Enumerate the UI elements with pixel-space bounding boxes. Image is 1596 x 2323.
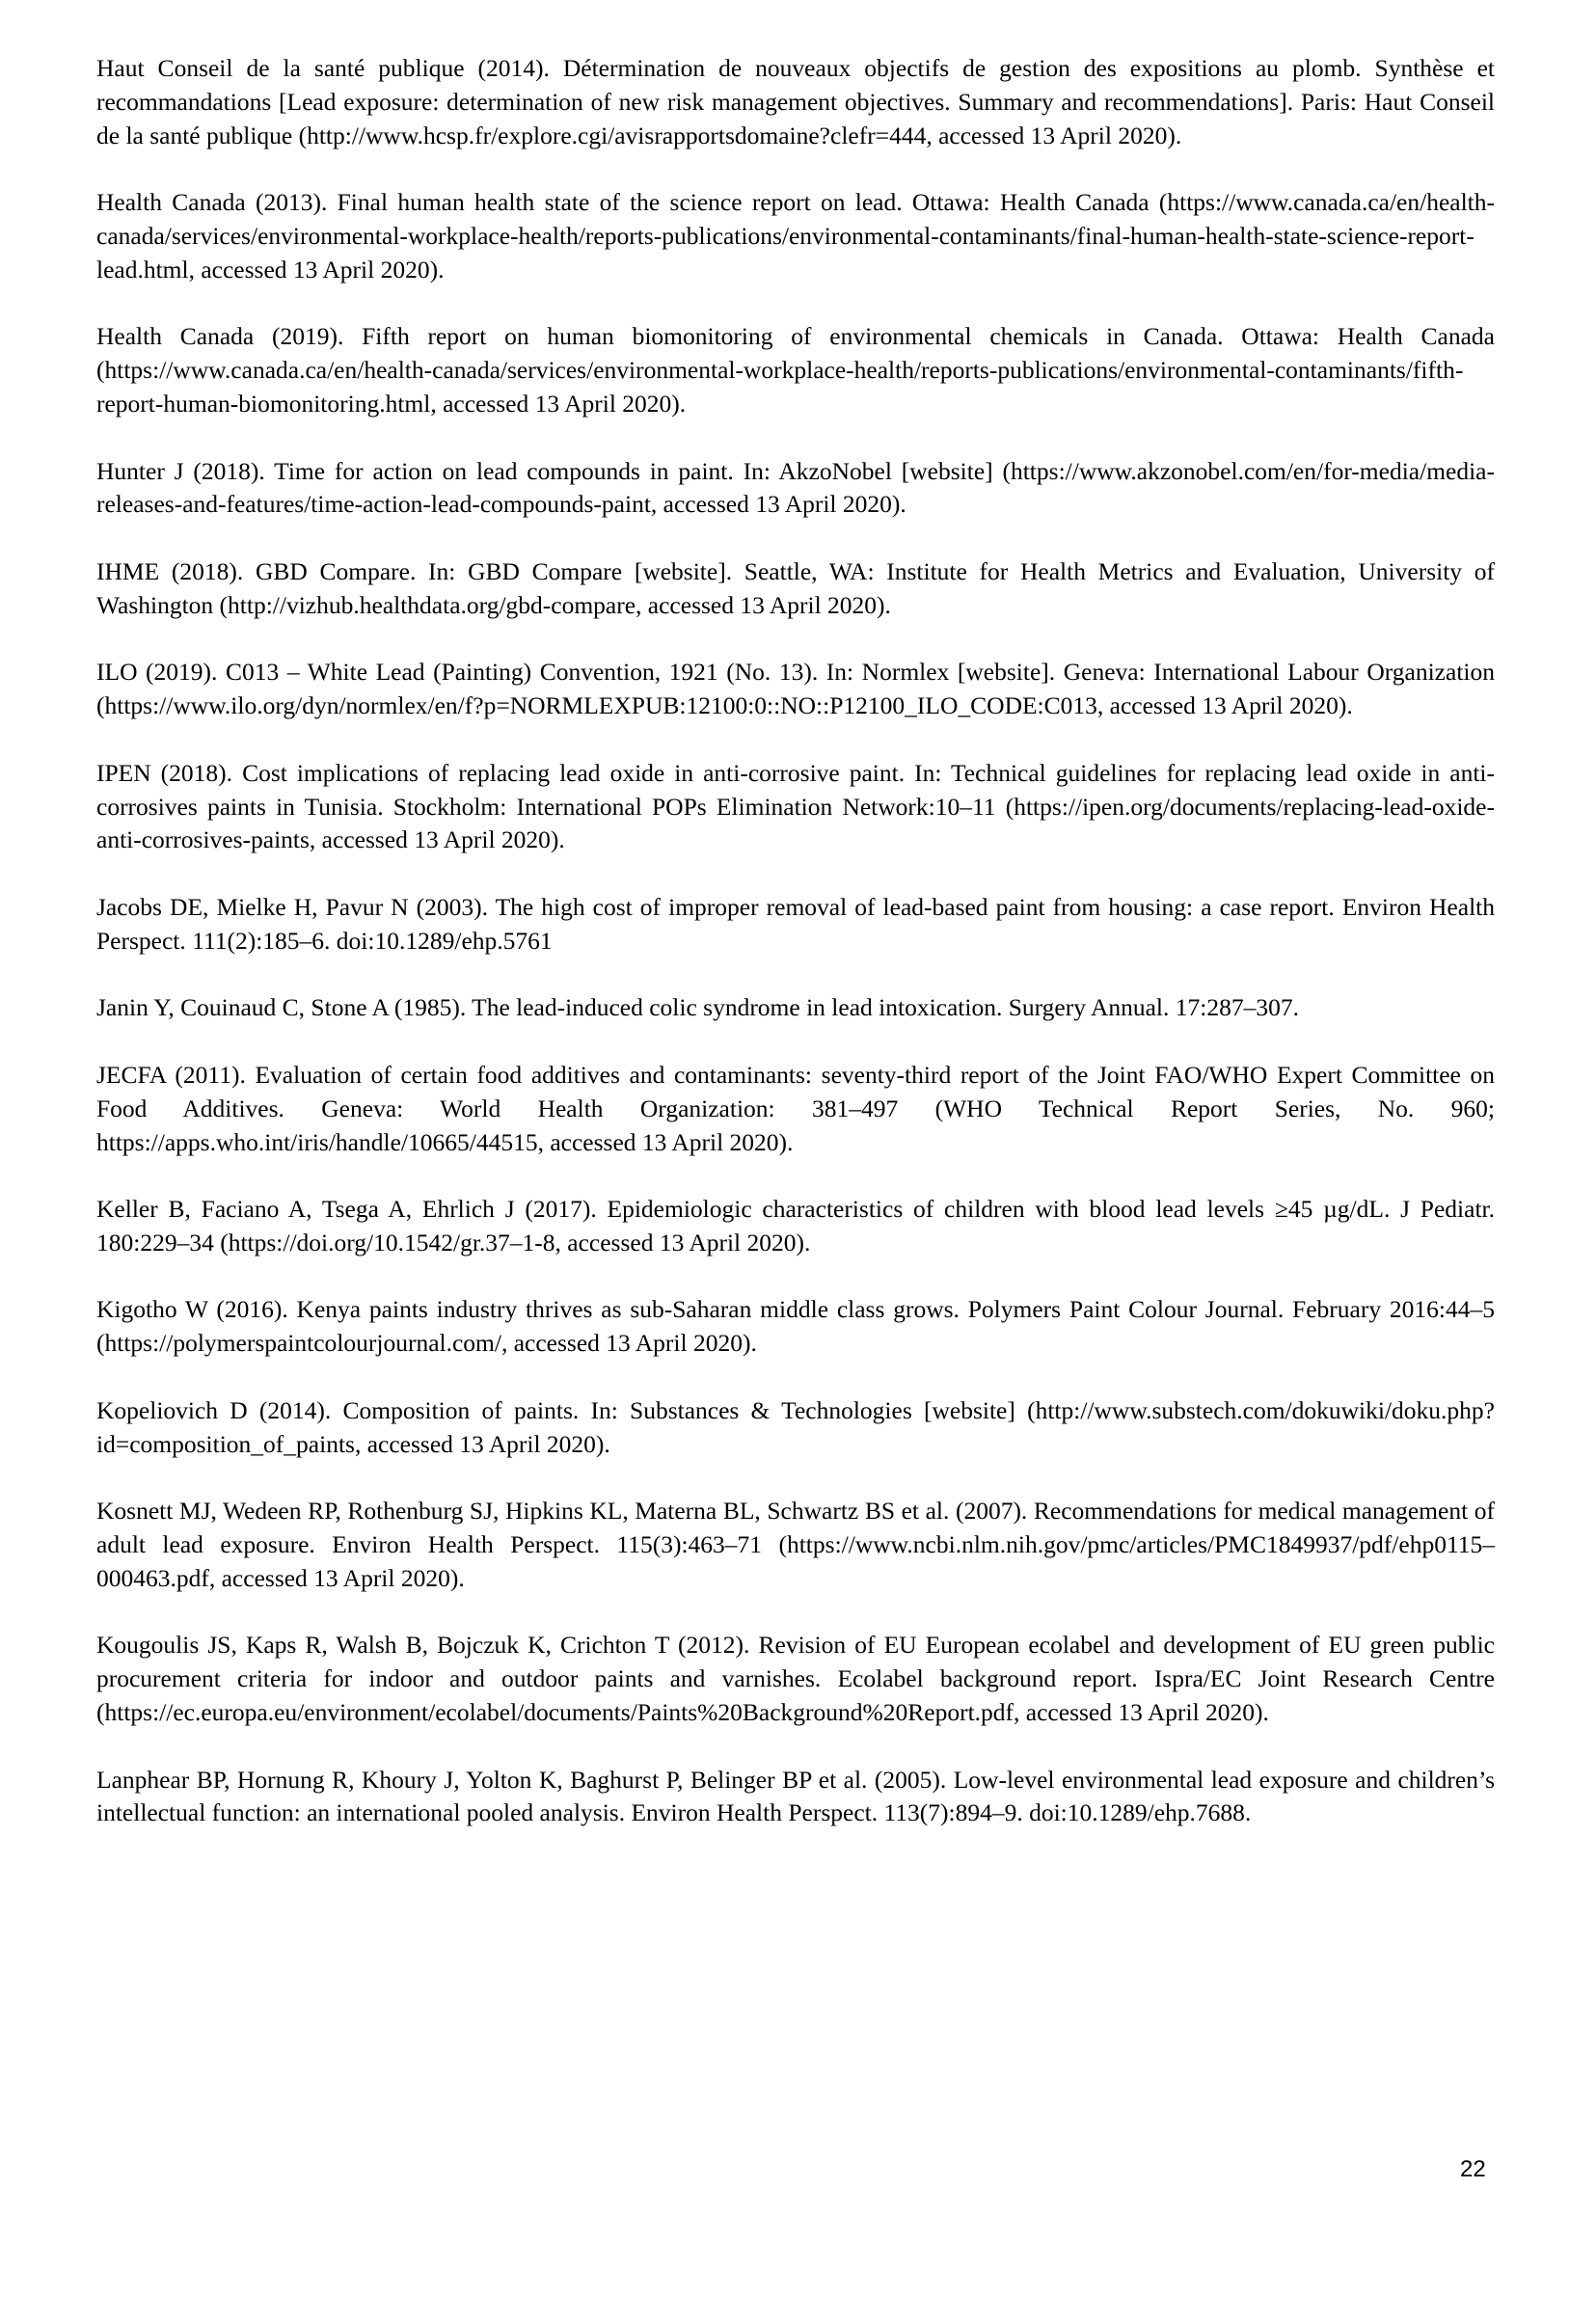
reference-entry: Jacobs DE, Mielke H, Pavur N (2003). The high cost of improper removal of lead-based paint from housing: a case report. Environ Health Perspect. 111(2):185–6. doi:10.1289/ehp.5761 [96, 892, 1495, 955]
reference-entry: Kougoulis JS, Kaps R, Walsh B, Bojczuk K, Crichton T (2012). Revision of EU European ecolabel and development of EU green public procurement criteria for indoor and outdoor paints and varnishes. Ecolabel background report. Ispra/EC Joint Research Centre (https://ec.europa.eu/environment/ecolabel/documents/Paints%20Background%20Report.pdf, accessed 13 April 2020). [96, 1631, 1495, 1727]
reference-entry: Lanphear BP, Hornung R, Khoury J, Yolton K, Baghurst P, Belinger BP et al. (2005). Low-level environmental lead exposure and children’s intellectual function: an international pooled analysis. Environ Health Perspect. 113(7):894–9. doi:10.1289/ehp.7688. [96, 1765, 1495, 1827]
reference-list [96, 52, 1495, 1864]
reference-entry: Health Canada (2019). Fifth report on human biomonitoring of environmental chemicals in Canada. Ottawa: Health Canada (https://www.canada.ca/en/health-canada/services/environmental-workplace-health/reports-publications/environmental-contaminants/fifth-report-human-biomonitoring.html, accessed 13 April 2020). [96, 322, 1495, 418]
reference-entry: ILO (2019). C013 – White Lead (Painting) Convention, 1921 (No. 13). In: Normlex [website]. Geneva: International Labour Organization (https://www.ilo.org/dyn/normlex/en/f?p=NORMLEXPUB:12100:0::NO::P12100_ILO_CODE:C013, accessed 13 April 2020). [96, 658, 1495, 720]
reference-entry: Health Canada (2013). Final human health state of the science report on lead. Ottawa: Health Canada (https://www.canada.ca/en/health-canada/services/environmental-workplace-health/reports-publications/environmental-contaminants/final-human-health-state-science-report-lead.html, accessed 13 April 2020). [96, 188, 1495, 284]
reference-entry: Kigotho W (2016). Kenya paints industry thrives as sub-Saharan middle class grows. Polymers Paint Colour Journal. February 2016:44–5 (https://polymerspaintcolourjournal.com/, accessed 13 April 2020). [96, 1295, 1495, 1358]
reference-entry: Keller B, Faciano A, Tsega A, Ehrlich J (2017). Epidemiologic characteristics of children with blood lead levels ≥45 µg/dL. J Pediatr. 180:229–34 (https://doi.org/10.1542/gr.37–1-8, accessed 13 April 2020). [96, 1195, 1495, 1256]
reference-entry: JECFA (2011). Evaluation of certain food additives and contaminants: seventy-third report of the Joint FAO/WHO Expert Committee on Food Additives. Geneva: World Health Organization: 381–497 (WHO Technical Report Series, No. 960; https://apps.who.int/iris/handle/10665/44515, accessed 13 April 2020). [96, 1060, 1495, 1156]
reference-entry: IHME (2018). GBD Compare. In: GBD Compare [website]. Seattle, WA: Institute for Health Metrics and Evaluation, University of Washington (http://vizhub.healthdata.org/gbd-compare, accessed 13 April 2020). [96, 556, 1495, 619]
reference-entry: Kosnett MJ, Wedeen RP, Rothenburg SJ, Hipkins KL, Materna BL, Schwartz BS et al. (2007). Recommendations for medical management of adult lead exposure. Environ Health Perspect. 115(3):463–71 (https://www.ncbi.nlm.nih.gov/pmc/articles/PMC1849937/pdf/ehp0115–000463.pdf, accessed 13 April 2020). [96, 1497, 1495, 1592]
reference-entry: Janin Y, Couinaud C, Stone A (1985). The lead-induced colic syndrome in lead intoxication. Surgery Annual. 17:287–307. [96, 993, 1299, 1022]
reference-entry: Hunter J (2018). Time for action on lead compounds in paint. In: AkzoNobel [website] (https://www.akzonobel.com/en/for-media/media-releases-and-features/time-action-lead-compounds-paint, accessed 13 April 2020). [96, 456, 1495, 519]
reference-entry: IPEN (2018). Cost implications of replacing lead oxide in anti-corrosive paint. In: Technical guidelines for replacing lead oxide in anti-corrosives paints in Tunisia. Stockholm: International POPs Elimination Network:10–11 (https://ipen.org/documents/replacing-lead-oxide-anti-corrosives-paints, accessed 13 April 2020). [96, 758, 1495, 854]
reference-entry: Haut Conseil de la santé publique (2014). Détermination de nouveaux objectifs de gestion des expositions au plomb. Synthèse et recommandations [Lead exposure: determination of new risk management objectives. Summary and recommendations]. Paris: Haut Conseil de la santé publique (http://www.hcsp.fr/explore.cgi/avisrapportsdomaine?clefr=444, accessed 13 April 2020). [96, 54, 1495, 149]
reference-entry: Kopeliovich D (2014). Composition of paints. In: Substances & Technologies [website] (http://www.substech.com/dokuwiki/doku.php?id=composition_of_paints, accessed 13 April 2020). [96, 1395, 1495, 1458]
page-number: 22 [1460, 2156, 1486, 2182]
